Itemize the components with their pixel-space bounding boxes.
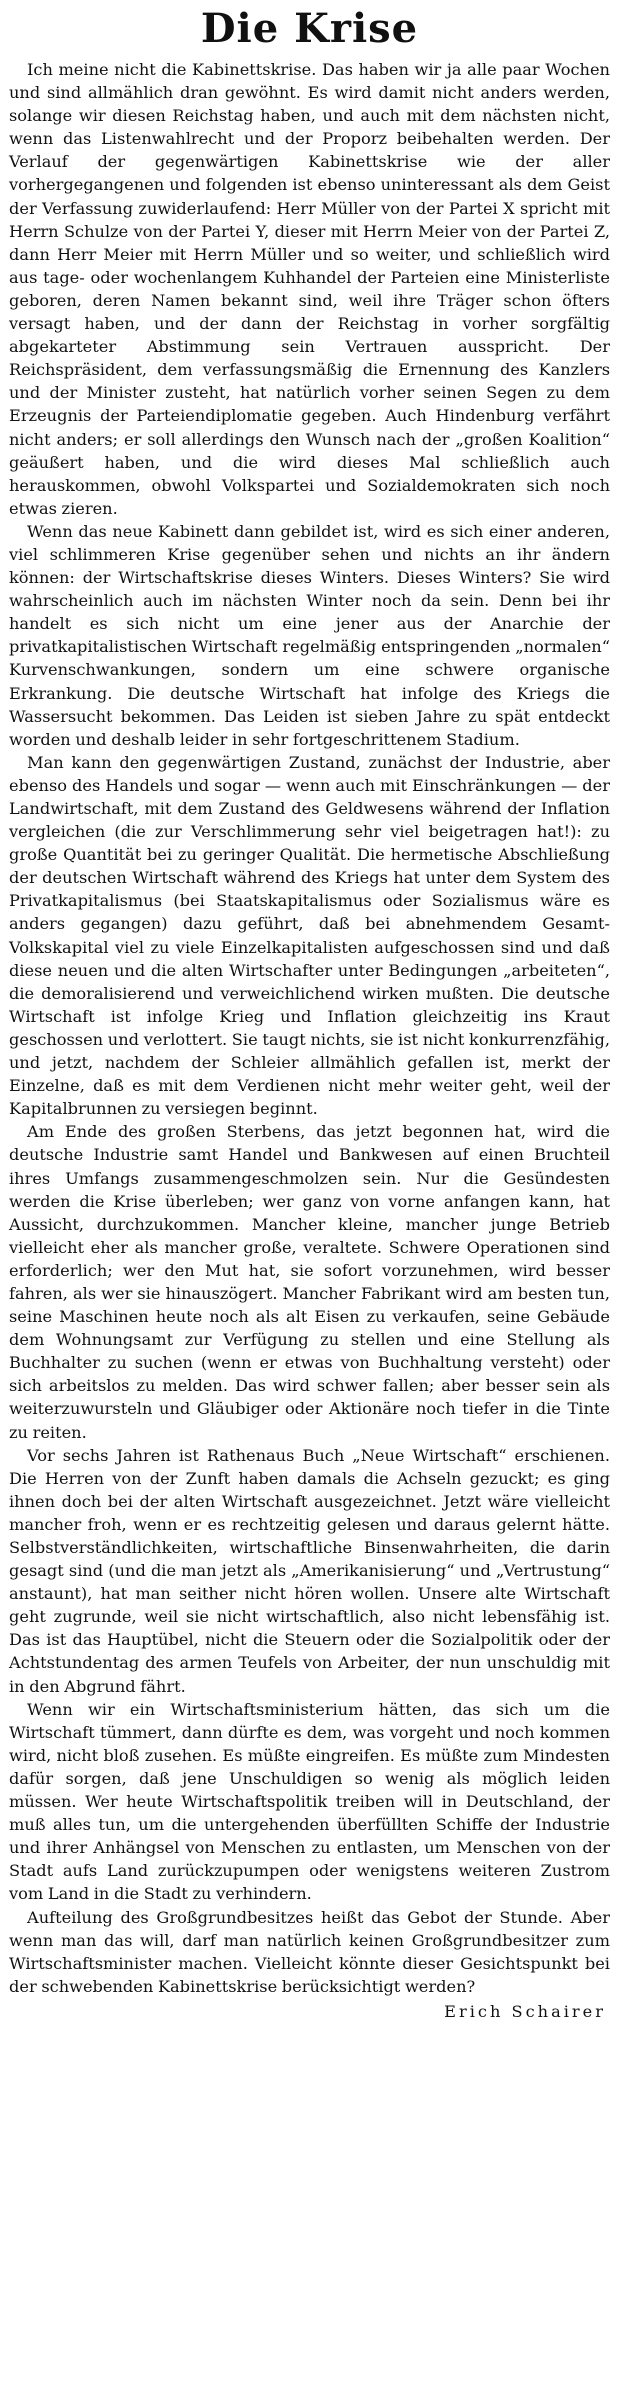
paragraph-1: Ich meine nicht die Kabinettskrise. Das haben wir ja alle paar Wochen und sind allmählich dran gewöhnt. Es wird damit nicht anders werden, solange wir diesen Reichstag haben, und auch mit dem nächsten nicht, wenn das Listenwahlrecht und der Proporz beibehalten werden. Der Verlauf der gegenwärtigen Kabinettskrise wie der aller vorhergegangenen und folgenden ist ebenso uninteressant als dem Geist der Verfassung zuwiderlaufend: Herr Müller von der Partei X spricht mit Herrn Schulze von der Partei Y, dieser mit Herrn Meier von der Partei Z, dann Herr Meier mit Herrn Müller und so weiter, und schließlich wird aus tage- oder wochenlangem Kuhhandel der Parteien eine Ministerliste geboren, deren Namen bekannt sind, weil ihre Träger schon öfters versagt haben, und der dann der Reichstag in vorher sorgfältig abgekarteter Abstimmung sein Vertrauen ausspricht. Der Reichspräsident, dem verfassungsmäßig die Ernennung des Kanzlers und der Minister zusteht, hat natürlich vorher seinen Segen zu dem Erzeugnis der Parteiendiplomatie gegeben. Auch Hindenburg verfährt nicht anders; er soll allerdings den Wunsch nach der „großen Koalition“ geäußert haben, und die wird dieses Mal schließlich auch herauskommen, obwohl Volkspartei und Sozialdemokraten sich noch etwas zieren. — [9, 60, 610, 518]
paragraph-2: Wenn das neue Kabinett dann gebildet ist, wird es sich einer anderen, viel schlimmeren Krise gegenüber sehen und nichts an ihr ändern können: der Wirtschaftskrise dieses Winters. Dieses Winters? Sie wird wahrscheinlich auch im nächsten Winter noch da sein. Denn bei ihr handelt es sich nicht um eine jener aus der Anarchie der privatkapitalistischen Wirtschaft regelmäßig entspringenden „normalen“ Kurvenschwankungen, sondern um eine schwere organische Erkrankung. Die deutsche Wirtschaft hat infolge des Kriegs die Wassersucht bekommen. Das Leiden ist sieben Jahre zu spät entdeckt worden und deshalb leider in sehr fortgeschrittenem Stadium. — [9, 521, 610, 749]
paragraph-7: Aufteilung des Großgrundbesitzes heißt das Gebot der Stunde. Aber wenn man das will, darf man natürlich keinen Großgrundbesitzer zum Wirtschaftsminister machen. Vielleicht könnte dieser Gesichtspunkt bei der schwebenden Kabinettskrise berücksichtigt werden? — [9, 1907, 610, 1996]
paragraph-5: Vor sechs Jahren ist Rathenaus Buch „Neue Wirtschaft“ erschienen. Die Herren von der Zunft haben damals die Achseln gezuckt; es ging ihnen doch bei der alten Wirtschaft ausgezeichnet. Jetzt wäre vielleicht mancher froh, wenn er es rechtzeitig gelesen und daraus gelernt hätte. Selbstverständlichkeiten, wirtschaftliche Binsenwahrheiten, die darin gesagt sind (und die man jetzt als „Amerikanisierung“ und „Vertrustung“ anstaunt), hat man seither nicht hören wollen. Unsere alte Wirtschaft geht zugrunde, weil sie nicht wirtschaftlich, also nicht lebensfähig ist. Das ist das Hauptübel, nicht die Steuern oder die Sozialpolitik oder der Achtstundentag des armen Teufels von Arbeiter, der nun unschuldig mit in den Abgrund fährt. — [9, 1445, 610, 1696]
paragraph-6: Wenn wir ein Wirtschaftsministerium hätten, das sich um die Wirtschaft tümmert, dann dürfte es dem, was vorgeht und noch kommen wird, nicht bloß zusehen. Es müßte eingreifen. Es müßte zum Mindesten dafür sorgen, daß jene Unschuldigen so wenig als möglich leiden müssen. Wer heute Wirtschaftspolitik treiben will in Deutschland, der muß alles tun, um die untergehenden überfüllten Schiffe der Industrie und ihrer Anhängsel von Menschen zu entlasten, um Menschen von der Stadt aufs Land zurückzupumpen oder wenigstens weiteren Zustrom vom Land in die Stadt zu verhindern. — [9, 1699, 610, 1904]
paragraph-4: Am Ende des großen Sterbens, das jetzt begonnen hat, wird die deutsche Industrie samt Handel und Bankwesen auf einen Bruchteil ihres Umfangs zusammengeschmolzen sein. Nur die Gesündesten werden die Krise überleben; wer ganz von vorne anfangen kann, hat Aussicht, durchzukommen. Mancher kleine, mancher junge Betrieb vielleicht eher als mancher große, veraltete. Schwere Operationen sind erforderlich; wer den Mut hat, sie sofort vorzunehmen, wird besser fahren, als wer sie hinauszögert. Mancher Fabrikant wird am besten tun, seine Maschinen heute noch als alt Eisen zu verkaufen, seine Gebäude dem Wohnungsamt zur Verfügung zu stellen und eine Stellung als Buchhalter zu suchen (wenn er etwas von Buchhaltung versteht) oder sich arbeitslos zu melden. Das wird schwer fallen; aber besser sein als weiterzuwursteln und Gläubiger oder Aktionäre noch tiefer in die Tinte zu reiten. — [9, 1122, 610, 1442]
article-body — [9, 58, 610, 1998]
author-byline: Erich Schairer — [444, 2001, 606, 2021]
paragraph-3: Man kann den gegenwärtigen Zustand, zunächst der Industrie, aber ebenso des Handels und sogar — wenn auch mit Einschränkungen — der Landwirtschaft, mit dem Zustand des Geldwesens während der Inflation vergleichen (die zur Verschlimmerung sehr viel beigetragen hat!): zu große Quantität bei zu geringer Qualität. Die hermetische Abschließung der deutschen Wirtschaft während des Kriegs hat unter dem System des Privatkapitalismus (bei Staatskapitalismus oder Sozialismus wäre es anders gegangen) dazu geführt, daß bei abnehmendem Gesamt-Volkskapital viel zu viele Einzelkapitalisten aufgeschossen sind und daß diese neuen und die alten Wirtschafter unter Bedingungen „arbeiteten“, die demoralisierend und verweichlichend wirken mußten. Die deutsche Wirtschaft ist infolge Krieg und Inflation gleichzeitig ins Kraut geschossen und verlottert. Sie taugt nichts, sie ist nicht konkurrenzfähig, und jetzt, nachdem der Schleier allmählich gefallen ist, merkt der Einzelne, daß es mit dem Verdienen nicht mehr weiter geht, weil der Kapitalbrunnen zu versiegen beginnt. — [9, 752, 610, 1119]
article-title: Die Krise — [200, 5, 419, 52]
